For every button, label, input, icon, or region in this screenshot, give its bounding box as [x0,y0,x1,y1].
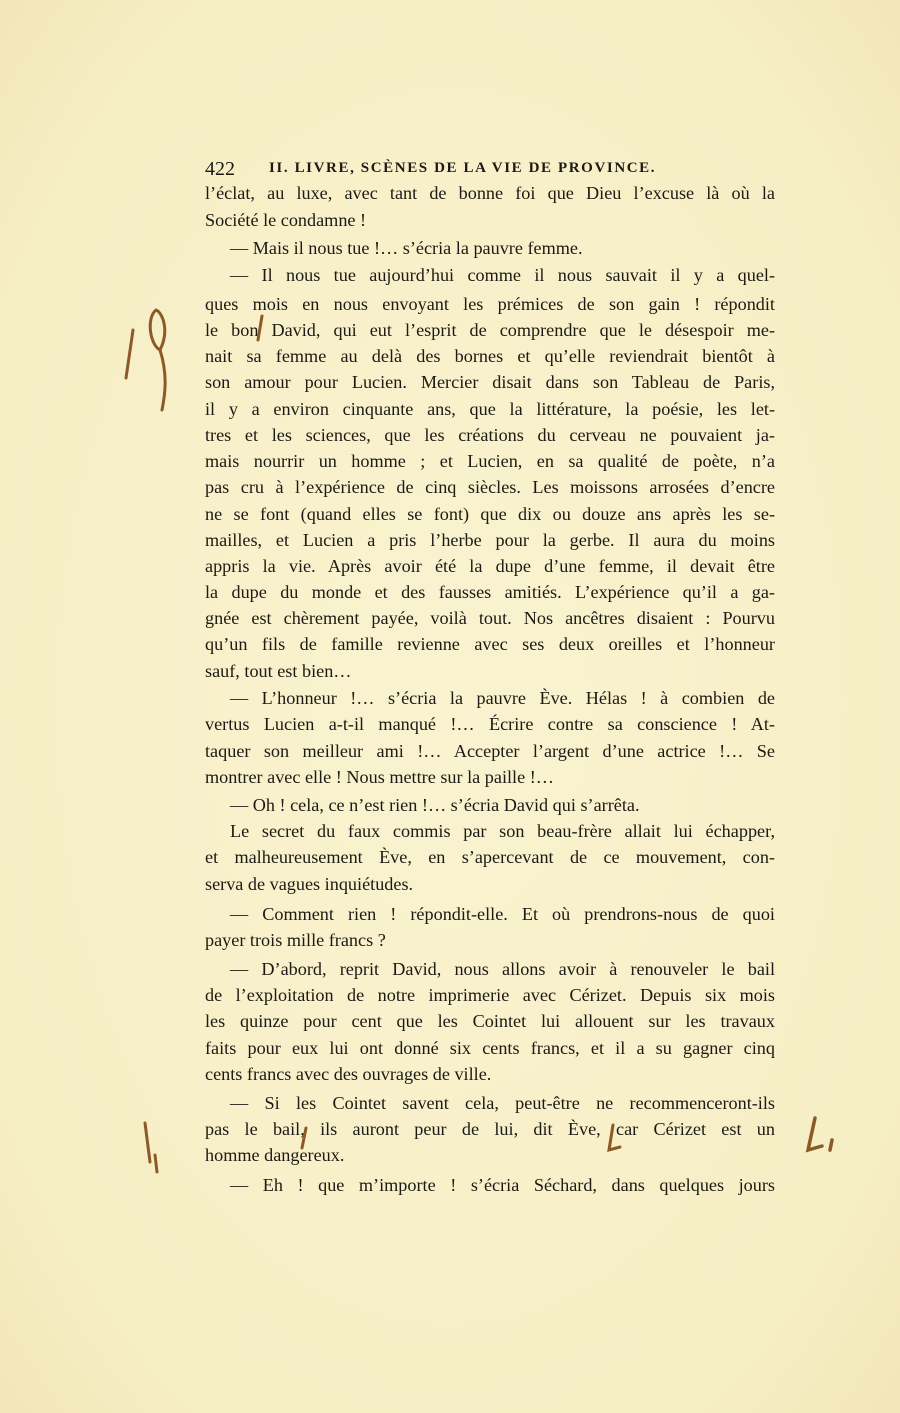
text-line: gnée est chèrement payée, voilà tout. Nos ancêtres disaient : Pourvu [205,608,775,628]
margin-mark-left [145,1123,157,1172]
text-line: cents francs avec des ouvrages de ville. [205,1064,492,1084]
text-line: son amour pour Lucien. Mercier disait dans son Tableau de Paris, [205,372,775,392]
text-line: nait sa femme au delà des bornes et qu’elle reviendrait bientôt à [205,346,775,366]
text-line: ques mois en nous envoyant les prémices de son gain ! répondit [205,294,775,314]
text-line: vertus Lucien a-t-il manqué !… Écrire contre sa conscience ! At- [205,714,775,734]
text-line: de l’exploitation de notre imprimerie avec Cérizet. Depuis six mois [205,985,775,1005]
text-line: tres et les sciences, que les créations du cerveau ne pouvaient ja- [205,425,775,445]
page-number: 422 [205,158,235,180]
text-line: homme dangereux. [205,1145,345,1165]
text-line: — Il nous tue aujourd’hui comme il nous sauvait il y a quel- [230,265,775,285]
text-line: il y a environ cinquante ans, que la littérature, la poésie, les let- [205,399,775,419]
text-line: pas cru à l’expérience de cinq siècles. Les moissons arrosées d’encre [205,477,775,497]
text-line: faits pour eux lui ont donné six cents francs, et il a su gagner cinq [205,1038,775,1058]
text-line: Le secret du faux commis par son beau-frère allait lui échapper, [230,821,775,841]
text-line: mailles, et Lucien a pris l’herbe pour la gerbe. Il aura du moins [205,530,775,550]
margin-number-18 [126,310,165,410]
text-line: la dupe du monde et des fausses amitiés. L’expérience qu’il a ga- [205,582,775,602]
text-line: pas le bail, ils auront peur de lui, dit Ève, car Cérizet est un [205,1119,775,1139]
text-line: payer trois mille francs ? [205,930,386,950]
text-line: mais nourrir un homme ; et Lucien, en sa qualité de poète, n’a [205,451,775,471]
text-line: serva de vagues inquiétudes. [205,874,414,894]
text-line: Société le condamne ! [205,210,367,230]
text-line: sauf, tout est bien… [205,661,352,681]
text-line: — Si les Cointet savent cela, peut-être ne recommenceront-ils [230,1093,775,1113]
running-title: II. LIVRE, SCÈNES DE LA VIE DE PROVINCE. [269,160,657,176]
text-line: — Mais il nous tue !… s’écria la pauvre femme. [230,238,583,258]
text-line: — Comment rien ! répondit-elle. Et où prendrons-nous de quoi [230,904,775,924]
text-line: — L’honneur !… s’écria la pauvre Ève. Hélas ! à combien de [230,688,775,708]
text-line: montrer avec elle ! Nous mettre sur la paille !… [205,767,554,787]
text-line: le bon David, qui eut l’esprit de comprendre que le désespoir me- [205,320,775,340]
margin-mark-right [808,1118,832,1150]
text-line: taquer son meilleur ami !… Accepter l’argent d’une actrice !… Se [205,741,775,761]
text-line: — Oh ! cela, ce n’est rien !… s’écria David qui s’arrêta. [230,795,640,815]
text-line: et malheureusement Ève, en s’apercevant de ce mouvement, con- [205,847,775,867]
text-line: l’éclat, au luxe, avec tant de bonne foi que Dieu l’excuse là où la [205,183,775,203]
text-line: — Eh ! que m’importe ! s’écria Séchard, dans quelques jours [230,1175,775,1195]
text-line: appris la vie. Après avoir été la dupe d’une femme, il devait être [205,556,775,576]
text-line: — D’abord, reprit David, nous allons avoir à renouveler le bail [230,959,775,979]
text-line: ne se font (quand elles se font) que dix ou douze ans après les se- [205,504,775,524]
page-header [205,158,775,182]
text-line: qu’un fils de famille revienne avec ses deux oreilles et l’honneur [205,634,775,654]
text-line: les quinze pour cent que les Cointet lui allouent sur les travaux [205,1011,775,1031]
